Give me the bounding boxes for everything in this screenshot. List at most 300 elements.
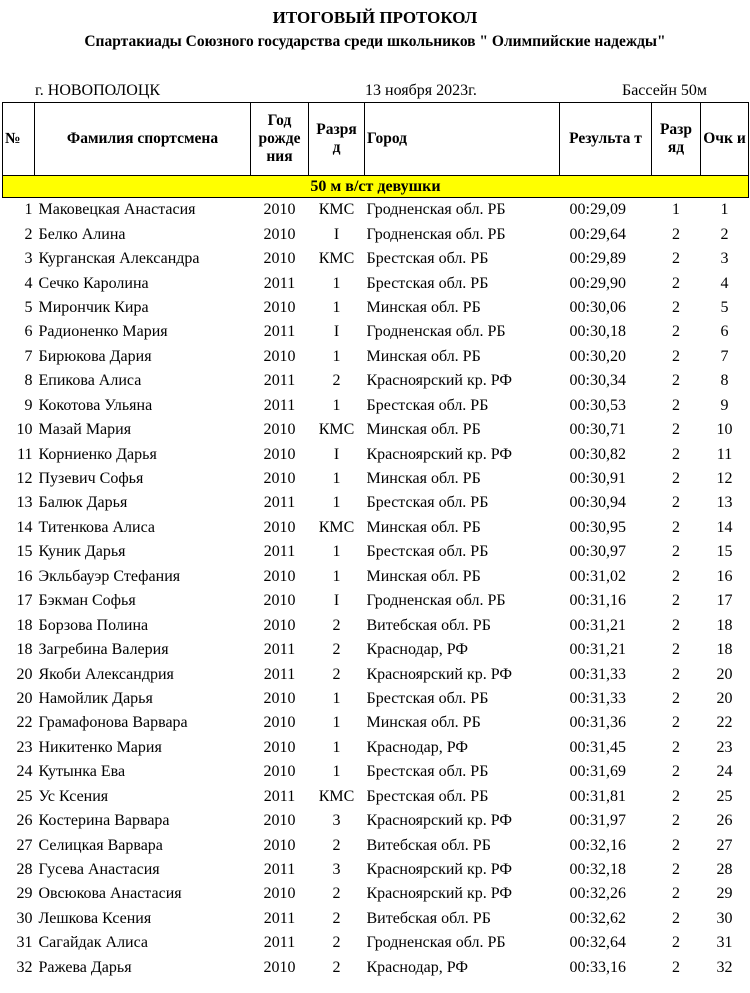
result-time: 00:31,21 xyxy=(569,641,626,659)
result-place: 23 xyxy=(16,738,33,756)
athlete-rank: 2 xyxy=(332,958,341,976)
table-row xyxy=(3,491,749,515)
table-row xyxy=(3,785,749,809)
athlete-region: Брестская обл. РБ xyxy=(366,763,489,781)
col-header-city: Город xyxy=(365,103,560,176)
table-row xyxy=(3,271,749,295)
event-title: 50 м в/ст девушки xyxy=(3,176,749,198)
athlete-rank: 1 xyxy=(332,494,341,512)
athlete-region: Красноярский кр. РФ xyxy=(366,812,513,830)
points: 31 xyxy=(716,934,733,952)
result-time: 00:30,94 xyxy=(569,494,626,512)
birth-year: 2010 xyxy=(263,616,296,634)
athlete-name: Бэкман Софья xyxy=(38,592,136,610)
table-row xyxy=(3,296,749,320)
athlete-region: Минская обл. РБ xyxy=(366,714,481,732)
result-time: 00:32,16 xyxy=(569,836,626,854)
athlete-name: Мирончик Кира xyxy=(38,298,149,316)
athlete-rank: 1 xyxy=(332,738,341,756)
result-place: 5 xyxy=(24,298,33,316)
achieved-rank: 2 xyxy=(672,665,680,683)
pool-length: Бассейн 50м xyxy=(622,82,708,99)
table-row xyxy=(3,662,749,686)
achieved-rank: 2 xyxy=(672,347,680,365)
table-row xyxy=(3,736,749,760)
result-place: 7 xyxy=(24,347,33,365)
athlete-region: Минская обл. РБ xyxy=(366,518,481,536)
athlete-region: Гродненская обл. РБ xyxy=(366,592,506,610)
athlete-name: Гусева Анастасия xyxy=(38,861,160,879)
table-row xyxy=(3,956,749,980)
athlete-rank: 2 xyxy=(332,836,341,854)
table-header-row xyxy=(3,103,749,176)
birth-year: 2010 xyxy=(263,347,296,365)
result-place: 12 xyxy=(16,470,33,488)
athlete-rank: 2 xyxy=(332,909,341,927)
achieved-rank: 2 xyxy=(672,567,680,585)
result-place: 10 xyxy=(16,421,33,439)
result-time: 00:31,45 xyxy=(569,738,626,756)
achieved-rank: 2 xyxy=(672,836,680,854)
achieved-rank: 2 xyxy=(672,592,680,610)
results-table xyxy=(2,102,749,980)
birth-year: 2010 xyxy=(263,592,296,610)
athlete-name: Кутынка Ева xyxy=(38,763,126,781)
athlete-region: Гродненская обл. РБ xyxy=(366,225,506,243)
athlete-region: Красноярский кр. РФ xyxy=(366,445,513,463)
achieved-rank: 2 xyxy=(672,543,680,561)
table-row xyxy=(3,345,749,369)
athlete-rank: I xyxy=(333,592,340,610)
athlete-region: Красноярский кр. РФ xyxy=(366,372,513,390)
birth-year: 2010 xyxy=(263,763,296,781)
birth-year: 2011 xyxy=(263,543,296,561)
result-time: 00:30,91 xyxy=(569,470,626,488)
result-place: 2 xyxy=(24,225,33,243)
athlete-name: Белко Алина xyxy=(38,225,126,243)
achieved-rank: 2 xyxy=(672,298,680,316)
athlete-rank: 2 xyxy=(332,616,341,634)
result-place: 32 xyxy=(16,958,33,976)
athlete-region: Брестская обл. РБ xyxy=(366,274,489,292)
achieved-rank: 2 xyxy=(672,396,680,414)
birth-year: 2010 xyxy=(263,885,296,903)
table-row xyxy=(3,589,749,613)
athlete-rank: 3 xyxy=(332,812,341,830)
points: 6 xyxy=(720,323,729,341)
athlete-region: Красноярский кр. РФ xyxy=(366,665,513,683)
points: 16 xyxy=(716,567,733,585)
athlete-name: Загребина Валерия xyxy=(38,641,169,659)
result-time: 00:31,97 xyxy=(569,812,626,830)
result-place: 27 xyxy=(16,836,33,854)
achieved-rank: 2 xyxy=(672,958,680,976)
result-place: 26 xyxy=(16,812,33,830)
birth-year: 2011 xyxy=(263,641,296,659)
points: 5 xyxy=(720,298,729,316)
athlete-name: Титенкова Алиса xyxy=(38,518,155,536)
athlete-name: Борзова Полина xyxy=(38,616,149,634)
athlete-name: Маковецкая Анастасия xyxy=(38,201,196,219)
result-time: 00:32,62 xyxy=(569,909,626,927)
table-row xyxy=(3,418,749,442)
birth-year: 2010 xyxy=(263,201,296,219)
table-row xyxy=(3,442,749,466)
athlete-region: Минская обл. РБ xyxy=(366,298,481,316)
athlete-region: Красноярский кр. РФ xyxy=(366,885,513,903)
athlete-region: Красноярский кр. РФ xyxy=(366,861,513,879)
birth-year: 2010 xyxy=(263,958,296,976)
table-row xyxy=(3,858,749,882)
points: 11 xyxy=(716,445,733,463)
result-place: 16 xyxy=(16,567,33,585)
points: 17 xyxy=(716,592,733,610)
result-place: 31 xyxy=(16,934,33,952)
athlete-name: Никитенко Мария xyxy=(38,738,162,756)
athlete-rank: 1 xyxy=(332,543,341,561)
birth-year: 2011 xyxy=(263,494,296,512)
athlete-rank: КМС xyxy=(318,250,355,268)
birth-year: 2011 xyxy=(263,274,296,292)
result-place: 22 xyxy=(16,714,33,732)
result-time: 00:30,18 xyxy=(569,323,626,341)
birth-year: 2011 xyxy=(263,665,296,683)
points: 32 xyxy=(716,958,733,976)
document-title: ИТОГОВЫЙ ПРОТОКОЛ xyxy=(272,8,478,27)
points: 20 xyxy=(716,689,733,707)
col-header-result: Результа т xyxy=(560,103,652,176)
result-time: 00:31,16 xyxy=(569,592,626,610)
points: 14 xyxy=(716,518,733,536)
athlete-region: Краснодар, РФ xyxy=(366,738,468,756)
birth-year: 2010 xyxy=(263,567,296,585)
achieved-rank: 2 xyxy=(672,738,680,756)
birth-year: 2011 xyxy=(263,787,296,805)
document-subtitle: Спартакиады Союзного государства среди школьников " Олимпийские надежды" xyxy=(84,33,666,50)
result-place: 30 xyxy=(16,909,33,927)
athlete-rank: КМС xyxy=(318,787,355,805)
col-header-num: № xyxy=(3,103,35,176)
table-row xyxy=(3,638,749,662)
result-place: 3 xyxy=(24,250,33,268)
table-row xyxy=(3,711,749,735)
points: 13 xyxy=(716,494,733,512)
athlete-region: Гродненская обл. РБ xyxy=(366,934,506,952)
points: 2 xyxy=(720,225,729,243)
result-place: 29 xyxy=(16,885,33,903)
athlete-name: Сагайдак Алиса xyxy=(38,934,149,952)
result-place: 25 xyxy=(16,787,33,805)
athlete-name: Радионенко Мария xyxy=(38,323,168,341)
table-row xyxy=(3,198,749,223)
result-place: 18 xyxy=(16,616,33,634)
result-time: 00:30,06 xyxy=(569,298,626,316)
points: 20 xyxy=(716,665,733,683)
athlete-region: Минская обл. РБ xyxy=(366,470,481,488)
table-row xyxy=(3,760,749,784)
athlete-name: Корниенко Дарья xyxy=(38,445,157,463)
result-time: 00:30,53 xyxy=(569,396,626,414)
athlete-name: Епикова Алиса xyxy=(38,372,142,390)
achieved-rank: 2 xyxy=(672,421,680,439)
achieved-rank: 2 xyxy=(672,250,680,268)
col-header-points: Очк и xyxy=(701,103,749,176)
athlete-name: Мазай Мария xyxy=(38,421,132,439)
birth-year: 2010 xyxy=(263,250,296,268)
table-row xyxy=(3,809,749,833)
athlete-region: Краснодар, РФ xyxy=(366,958,468,976)
athlete-name: Сечко Каролина xyxy=(38,274,149,292)
athlete-rank: 1 xyxy=(332,567,341,585)
athlete-region: Гродненская обл. РБ xyxy=(366,323,506,341)
achieved-rank: 2 xyxy=(672,323,680,341)
achieved-rank: 2 xyxy=(672,763,680,781)
athlete-rank: 1 xyxy=(332,396,341,414)
birth-year: 2011 xyxy=(263,396,296,414)
result-time: 00:33,16 xyxy=(569,958,626,976)
table-row xyxy=(3,247,749,271)
table-row xyxy=(3,516,749,540)
athlete-region: Гродненская обл. РБ xyxy=(366,201,506,219)
athlete-name: Куник Дарья xyxy=(38,543,126,561)
athlete-name: Ус Ксения xyxy=(38,787,109,805)
athlete-region: Брестская обл. РБ xyxy=(366,494,489,512)
achieved-rank: 2 xyxy=(672,641,680,659)
athlete-rank: 2 xyxy=(332,885,341,903)
result-time: 00:30,20 xyxy=(569,347,626,365)
result-time: 00:31,33 xyxy=(569,665,626,683)
birth-year: 2010 xyxy=(263,738,296,756)
result-time: 00:31,02 xyxy=(569,567,626,585)
points: 30 xyxy=(716,909,733,927)
athlete-name: Балюк Дарья xyxy=(38,494,128,512)
result-time: 00:29,90 xyxy=(569,274,626,292)
athlete-name: Экльбауэр Стефания xyxy=(38,567,181,585)
result-time: 00:32,64 xyxy=(569,934,626,952)
points: 4 xyxy=(720,274,729,292)
athlete-region: Брестская обл. РБ xyxy=(366,250,489,268)
athlete-rank: 2 xyxy=(332,641,341,659)
achieved-rank: 1 xyxy=(672,201,680,219)
result-place: 24 xyxy=(16,763,33,781)
result-place: 14 xyxy=(16,518,33,536)
result-place: 17 xyxy=(16,592,33,610)
athlete-name: Якоби Александрия xyxy=(38,665,174,683)
table-row xyxy=(3,320,749,344)
athlete-rank: 2 xyxy=(332,372,341,390)
result-place: 6 xyxy=(24,323,33,341)
points: 1 xyxy=(720,201,729,219)
points: 27 xyxy=(716,836,733,854)
birth-year: 2011 xyxy=(263,861,296,879)
achieved-rank: 2 xyxy=(672,787,680,805)
athlete-rank: 1 xyxy=(332,274,341,292)
result-time: 00:30,34 xyxy=(569,372,626,390)
achieved-rank: 2 xyxy=(672,909,680,927)
points: 9 xyxy=(720,396,729,414)
birth-year: 2010 xyxy=(263,812,296,830)
athlete-name: Курганская Александра xyxy=(38,250,200,268)
table-row xyxy=(3,833,749,857)
result-time: 00:31,81 xyxy=(569,787,626,805)
competition-city: г. НОВОПОЛОЦК xyxy=(35,82,161,99)
athlete-region: Краснодар, РФ xyxy=(366,641,468,659)
result-place: 20 xyxy=(16,689,33,707)
result-time: 00:29,89 xyxy=(569,250,626,268)
points: 29 xyxy=(716,885,733,903)
result-time: 00:30,97 xyxy=(569,543,626,561)
athlete-rank: 1 xyxy=(332,470,341,488)
athlete-rank: I xyxy=(333,323,340,341)
athlete-rank: КМС xyxy=(318,421,355,439)
birth-year: 2011 xyxy=(263,909,296,927)
result-time: 00:32,18 xyxy=(569,861,626,879)
achieved-rank: 2 xyxy=(672,518,680,536)
achieved-rank: 2 xyxy=(672,861,680,879)
points: 3 xyxy=(720,250,729,268)
col-header-name: Фамилия спортсмена xyxy=(35,103,251,176)
table-row xyxy=(3,467,749,491)
birth-year: 2010 xyxy=(263,225,296,243)
athlete-rank: 2 xyxy=(332,934,341,952)
birth-year: 2011 xyxy=(263,323,296,341)
points: 8 xyxy=(720,372,729,390)
athlete-region: Брестская обл. РБ xyxy=(366,543,489,561)
birth-year: 2010 xyxy=(263,689,296,707)
athlete-rank: 1 xyxy=(332,298,341,316)
col-header-rank: Разря д xyxy=(309,103,365,176)
athlete-region: Витебская обл. РБ xyxy=(366,909,491,927)
athlete-rank: КМС xyxy=(318,201,355,219)
athlete-rank: I xyxy=(333,225,340,243)
points: 18 xyxy=(716,616,733,634)
result-place: 11 xyxy=(17,445,33,463)
achieved-rank: 2 xyxy=(672,225,680,243)
athlete-name: Кокотова Ульяна xyxy=(38,396,153,414)
col-header-year: Год рожде ния xyxy=(251,103,309,176)
achieved-rank: 2 xyxy=(672,616,680,634)
athlete-rank: 2 xyxy=(332,665,341,683)
athlete-region: Минская обл. РБ xyxy=(366,421,481,439)
points: 15 xyxy=(716,543,733,561)
athlete-name: Лешкова Ксения xyxy=(38,909,152,927)
achieved-rank: 2 xyxy=(672,812,680,830)
result-time: 00:31,33 xyxy=(569,689,626,707)
result-time: 00:32,26 xyxy=(569,885,626,903)
athlete-name: Бирюкова Дария xyxy=(38,347,152,365)
result-place: 4 xyxy=(24,274,33,292)
table-row xyxy=(3,613,749,637)
birth-year: 2010 xyxy=(263,836,296,854)
result-time: 00:30,71 xyxy=(569,421,626,439)
result-place: 13 xyxy=(16,494,33,512)
athlete-rank: 1 xyxy=(332,714,341,732)
achieved-rank: 2 xyxy=(672,885,680,903)
points: 22 xyxy=(716,714,733,732)
table-row xyxy=(3,540,749,564)
points: 7 xyxy=(720,347,729,365)
athlete-region: Брестская обл. РБ xyxy=(366,396,489,414)
athlete-region: Витебская обл. РБ xyxy=(366,836,491,854)
athlete-rank: 1 xyxy=(332,347,341,365)
points: 12 xyxy=(716,470,733,488)
athlete-rank: КМС xyxy=(318,518,355,536)
achieved-rank: 2 xyxy=(672,934,680,952)
birth-year: 2010 xyxy=(263,445,296,463)
birth-year: 2010 xyxy=(263,421,296,439)
table-row xyxy=(3,369,749,393)
points: 10 xyxy=(716,421,733,439)
table-row xyxy=(3,931,749,955)
result-place: 9 xyxy=(24,396,33,414)
achieved-rank: 2 xyxy=(672,372,680,390)
athlete-name: Намойлик Дарья xyxy=(38,689,153,707)
points: 28 xyxy=(716,861,733,879)
achieved-rank: 2 xyxy=(672,714,680,732)
table-row xyxy=(3,222,749,246)
athlete-region: Минская обл. РБ xyxy=(366,567,481,585)
table-row xyxy=(3,687,749,711)
result-time: 00:31,36 xyxy=(569,714,626,732)
points: 24 xyxy=(716,763,733,781)
col-header-rank2: Разр яд xyxy=(652,103,701,176)
birth-year: 2011 xyxy=(263,372,296,390)
result-place: 15 xyxy=(16,543,33,561)
points: 26 xyxy=(716,812,733,830)
birth-year: 2010 xyxy=(263,518,296,536)
result-time: 00:30,95 xyxy=(569,518,626,536)
result-time: 00:30,82 xyxy=(569,445,626,463)
athlete-name: Ражева Дарья xyxy=(38,958,132,976)
result-time: 00:29,09 xyxy=(569,201,626,219)
birth-year: 2010 xyxy=(263,470,296,488)
table-row xyxy=(3,565,749,589)
athlete-rank: 1 xyxy=(332,689,341,707)
result-place: 20 xyxy=(16,665,33,683)
athlete-name: Овсюкова Анастасия xyxy=(38,885,182,903)
athlete-region: Брестская обл. РБ xyxy=(366,787,489,805)
result-time: 00:29,64 xyxy=(569,225,626,243)
athlete-rank: I xyxy=(333,445,340,463)
achieved-rank: 2 xyxy=(672,274,680,292)
points: 23 xyxy=(716,738,733,756)
athlete-rank: 1 xyxy=(332,763,341,781)
athlete-name: Селицкая Варвара xyxy=(38,836,163,854)
birth-year: 2011 xyxy=(263,934,296,952)
athlete-name: Грамафонова Варвара xyxy=(38,714,188,732)
birth-year: 2010 xyxy=(263,714,296,732)
achieved-rank: 2 xyxy=(672,445,680,463)
event-title-row xyxy=(3,176,749,198)
points: 18 xyxy=(716,641,733,659)
athlete-rank: 3 xyxy=(332,861,341,879)
competition-date: 13 ноября 2023г. xyxy=(365,82,477,99)
athlete-region: Брестская обл. РБ xyxy=(366,689,489,707)
result-time: 00:31,69 xyxy=(569,763,626,781)
result-place: 1 xyxy=(24,201,33,219)
athlete-region: Минская обл. РБ xyxy=(366,347,481,365)
table-row xyxy=(3,882,749,906)
athlete-name: Пузевич Софья xyxy=(38,470,144,488)
table-row xyxy=(3,907,749,931)
result-place: 28 xyxy=(16,861,33,879)
result-time: 00:31,21 xyxy=(569,616,626,634)
achieved-rank: 2 xyxy=(672,470,680,488)
table-row xyxy=(3,394,749,418)
result-place: 8 xyxy=(24,372,33,390)
points: 25 xyxy=(716,787,733,805)
achieved-rank: 2 xyxy=(672,494,680,512)
